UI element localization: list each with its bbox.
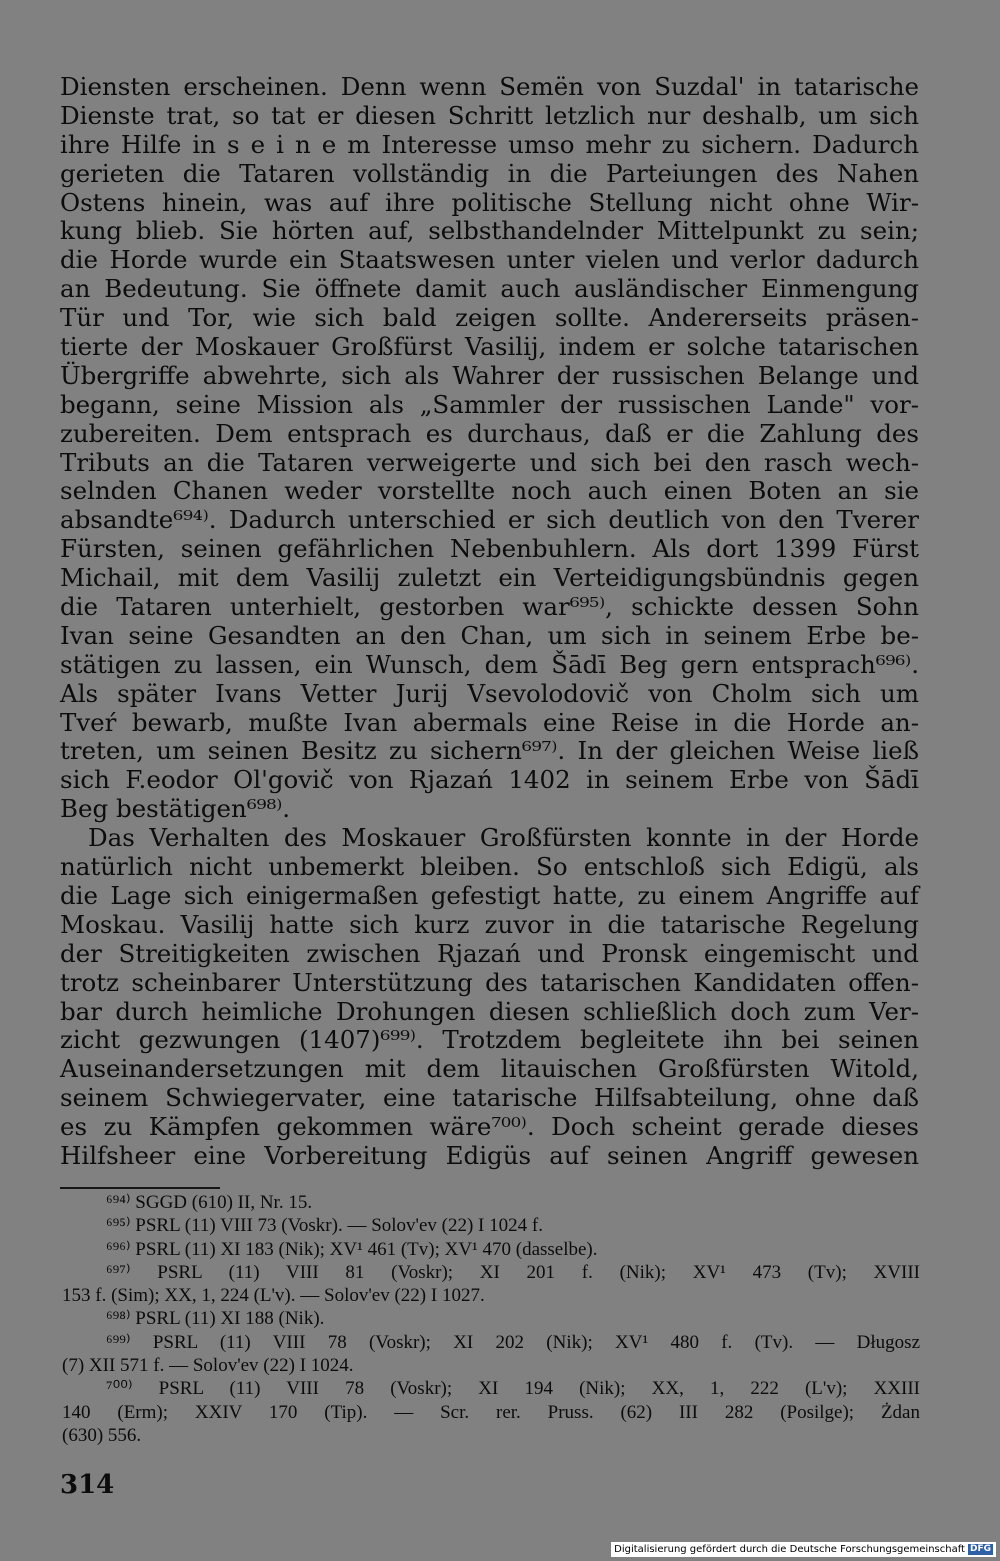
- body-line: treten, um seinen Besitz zu sichern⁶⁹⁷⁾. In der gleichen Weise ließ: [60, 736, 919, 766]
- body-line: trotz scheinbarer Unterstützung des tatarischen Kandidaten offen-: [60, 967, 919, 997]
- digitization-credit: [611, 1542, 996, 1557]
- body-line: Das Verhalten des Moskauer Großfürsten konnte in der Horde: [88, 823, 919, 853]
- body-line: Übergriffe abwehrte, sich als Wahrer der russischen Belange und: [60, 360, 919, 390]
- footnote-line: 153 f. (Sim); XX, 1, 224 (L'v). — Solov'ev (22) I 1027.: [62, 1285, 485, 1307]
- body-line: Moskau. Vasilij hatte sich kurz zuvor in die tatarische Regelung: [60, 909, 919, 939]
- body-line: Ostens hinein, was auf ihre politische Stellung nicht ohne Wir-: [60, 187, 919, 217]
- body-line: zicht gezwungen (1407)⁶⁹⁹⁾. Trotzdem begleitete ihn bei seinen: [60, 1025, 919, 1055]
- footnote-line: ⁶⁹⁵⁾ PSRL (11) VIII 73 (Voskr). — Solov'ev (22) I 1024 f.: [106, 1215, 543, 1237]
- body-line: Beg bestätigen⁶⁹⁸⁾.: [60, 794, 291, 824]
- body-line: natürlich nicht unbemerkt bleiben. So entschloß sich Edigü, als: [60, 852, 919, 882]
- body-line: die Tataren unterhielt, gestorben war⁶⁹⁵⁾, schickte dessen Sohn: [60, 592, 919, 622]
- body-line: Auseinandersetzungen mit dem litauischen Großfürsten Witold,: [60, 1054, 919, 1084]
- body-line: zubereiten. Dem entsprach es durchaus, daß er die Zahlung des: [60, 418, 919, 448]
- body-line: die Horde wurde ein Staatswesen unter vielen und verlor dadurch: [60, 245, 919, 275]
- body-line: Dienste trat, so tat er diesen Schritt letzlich nur deshalb, um sich: [60, 100, 919, 130]
- body-line: begann, seine Mission als „Sammler der russischen Lande" vor-: [60, 389, 919, 419]
- body-text: [60, 73, 919, 1171]
- body-line: Hilfsheer eine Vorbereitung Edigüs auf seinen Angriff gewesen: [60, 1140, 919, 1170]
- body-line: es zu Kämpfen gekommen wäre⁷⁰⁰⁾. Doch scheint gerade dieses: [60, 1112, 919, 1142]
- body-line: gerieten die Tataren vollständig in die Parteiungen des Nahen: [60, 158, 919, 188]
- footnote-line: ⁶⁹⁸⁾ PSRL (11) XI 188 (Nik).: [106, 1308, 325, 1330]
- body-line: Als später Ivans Vetter Jurij Vsevolodovič von Cholm sich um: [60, 678, 919, 708]
- footnote-line: ⁶⁹⁴⁾ SGGD (610) II, Nr. 15.: [106, 1192, 313, 1213]
- body-line: Tür und Tor, wie sich bald zeigen sollte. Andererseits präsen-: [60, 303, 919, 333]
- credit-text: Digitalisierung gefördert durch die Deutsche Forschungsgemeinschaft: [614, 1544, 965, 1555]
- body-line: Fürsten, seinen gefährlichen Nebenbuhlern. Als dort 1399 Fürst: [60, 534, 919, 564]
- footnote-line: (630) 556.: [62, 1424, 142, 1446]
- footnote-line: (7) XII 571 f. — Solov'ev (22) I 1024.: [62, 1355, 354, 1377]
- body-line: tierte der Moskauer Großfürst Vasilij, indem er solche tatarischen: [60, 332, 919, 362]
- body-line: Diensten erscheinen. Denn wenn Semën von Suzdal' in tatarische: [60, 72, 919, 101]
- body-line: selnden Chanen weder vorstellte noch auch einen Boten an sie: [60, 476, 919, 506]
- body-line: Michail, mit dem Vasilij zuletzt ein Verteidigungsbündnis gegen: [60, 563, 919, 593]
- body-line: ihre Hilfe in s e i n e m Interesse umso mehr zu sichern. Dadurch: [60, 129, 919, 159]
- body-line: sich F.eodor Ol'govič von Rjazań 1402 in seinem Erbe von Šādī: [60, 765, 919, 795]
- body-line: kung blieb. Sie hörten auf, selbsthandelnder Mittelpunkt zu sein;: [60, 216, 919, 246]
- body-line: Tveŕ bewarb, mußte Ivan abermals eine Reise in die Horde an-: [60, 707, 919, 737]
- body-line: stätigen zu lassen, ein Wunsch, dem Šādī Beg gern entsprach⁶⁹⁶⁾.: [60, 649, 919, 679]
- footnote-line: ⁶⁹⁷⁾ PSRL (11) VIII 81 (Voskr); XI 201 f. (Nik); XV¹ 473 (Tv); XVIII: [106, 1261, 920, 1283]
- dfg-logo-icon: DFG: [969, 1544, 991, 1554]
- footnote-line: 140 (Erm); XXIV 170 (Tip). — Scr. rer. Pruss. (62) III 282 (Posilge); Żdan: [62, 1401, 920, 1423]
- footnote-divider: [60, 1187, 220, 1189]
- footnote-line: ⁶⁹⁶⁾ PSRL (11) XI 183 (Nik); XV¹ 461 (Tv); XV¹ 470 (dasselbe).: [106, 1238, 598, 1260]
- footnote-line: ⁷⁰⁰⁾ PSRL (11) VIII 78 (Voskr); XI 194 (Nik); XX, 1, 222 (L'v); XXIII: [106, 1378, 920, 1400]
- body-line: bar durch heimliche Drohungen diesen schließlich doch zum Ver-: [60, 996, 919, 1026]
- body-line: Tributs an die Tataren verweigerte und sich bei den rasch wech-: [60, 447, 919, 477]
- body-line: seinem Schwiegervater, eine tatarische Hilfsabteilung, ohne daß: [60, 1083, 919, 1113]
- body-line: absandte⁶⁹⁴⁾. Dadurch unterschied er sich deutlich von den Tverer: [60, 505, 919, 535]
- footnote-line: ⁶⁹⁹⁾ PSRL (11) VIII 78 (Voskr); XI 202 (Nik); XV¹ 480 f. (Tv). — Długosz: [106, 1331, 920, 1353]
- page-number: 314: [60, 1470, 115, 1500]
- body-line: der Streitigkeiten zwischen Rjazań und Pronsk eingemischt und: [60, 938, 919, 968]
- body-line: die Lage sich einigermaßen gefestigt hatte, zu einem Angriffe auf: [60, 880, 919, 910]
- footnotes: [62, 1191, 920, 1447]
- body-line: an Bedeutung. Sie öffnete damit auch ausländischer Einmengung: [60, 274, 919, 304]
- body-line: Ivan seine Gesandten an den Chan, um sich in seinem Erbe be-: [60, 620, 919, 650]
